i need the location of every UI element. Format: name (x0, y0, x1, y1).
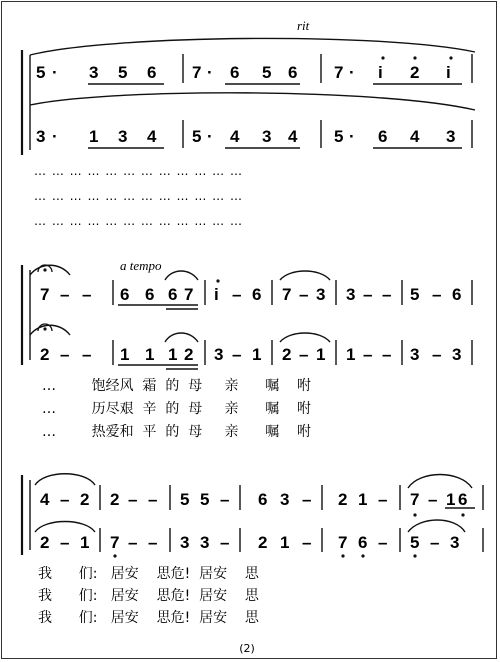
note: 3 (316, 285, 326, 304)
note: 6 (458, 490, 468, 509)
lyric-line: 我 们: 居安 思危! 居安 思 (38, 588, 259, 604)
note: 4 (230, 127, 240, 146)
note: 3 (450, 533, 460, 552)
lyric-line: … … … … … … … … … … … … (34, 189, 243, 203)
dash: – (148, 490, 158, 509)
system-2-lower (40, 345, 461, 364)
lyric-line: 我 们: 居安 思危! 居安 思 (38, 566, 259, 582)
note: 5 (410, 533, 420, 552)
dot: · (349, 127, 355, 146)
note: 5 (262, 63, 272, 82)
lyric-line: … 饱经风 霜 的 母 亲 嘱 咐 (42, 378, 312, 394)
note: i (214, 285, 219, 304)
note: 3 (180, 533, 190, 552)
dash: – (128, 490, 138, 509)
dash: – (60, 285, 70, 304)
note: 3 (410, 345, 420, 364)
dash: – (60, 345, 70, 364)
dash: – (232, 285, 242, 304)
dash: – (428, 490, 438, 509)
note: 1 (252, 345, 262, 364)
note: 3 (346, 285, 356, 304)
note: 5 (410, 285, 420, 304)
dot: · (349, 63, 355, 82)
note: 2 (184, 345, 194, 364)
dash: – (128, 533, 138, 552)
page-number: (2) (239, 642, 255, 655)
system-2-upper (40, 285, 461, 304)
dash: – (220, 533, 230, 552)
note: 3 (452, 345, 462, 364)
dash: – (378, 490, 388, 509)
dash: – (82, 285, 92, 304)
note: 6 (168, 285, 178, 304)
note: 7 (334, 63, 344, 82)
dash: – (302, 533, 312, 552)
dash: – (220, 490, 230, 509)
note: 2 (410, 63, 420, 82)
dash: – (430, 533, 440, 552)
dash: – (432, 285, 442, 304)
note: 6 (258, 490, 268, 509)
note: 1 (316, 345, 326, 364)
note: 3 (262, 127, 272, 146)
system-3-lower (40, 533, 459, 552)
note: 3 (214, 345, 224, 364)
note: 1 (168, 345, 178, 364)
dash: – (363, 345, 373, 364)
dash: – (432, 345, 442, 364)
note: 1 (446, 490, 456, 509)
lyric-line: … 历尽艰 辛 的 母 亲 嘱 咐 (42, 401, 312, 417)
note: 1 (280, 533, 290, 552)
lyric-line: … 热爱和 平 的 母 亲 嘱 咐 (42, 424, 312, 440)
note: 6 (358, 533, 368, 552)
dash: – (382, 345, 392, 364)
note: 5 (180, 490, 190, 509)
note: 2 (282, 345, 292, 364)
dot: · (207, 127, 213, 146)
note: 1 (89, 127, 99, 146)
dash: – (148, 533, 158, 552)
note: 2 (40, 533, 50, 552)
note: 2 (80, 490, 90, 509)
dash: – (60, 533, 70, 552)
lyric-line: … … … … … … … … … … … … (34, 164, 243, 178)
note: 6 (147, 63, 157, 82)
note: 3 (446, 127, 456, 146)
note: i (446, 63, 451, 82)
note: 7 (40, 285, 50, 304)
note: 6 (120, 285, 130, 304)
note: 1 (145, 345, 155, 364)
note: 4 (40, 490, 50, 509)
dot: · (52, 127, 58, 146)
note: 4 (410, 127, 420, 146)
system-1-lower (36, 127, 455, 146)
note: 3 (89, 63, 99, 82)
note: 1 (346, 345, 356, 364)
dash: – (363, 285, 373, 304)
note: 7 (338, 533, 348, 552)
note: 5 (118, 63, 128, 82)
note: 6 (452, 285, 462, 304)
note: 7 (192, 63, 202, 82)
note: 6 (378, 127, 388, 146)
a-tempo-marking: a tempo (120, 258, 162, 273)
dash: – (382, 285, 392, 304)
note: 4 (288, 127, 298, 146)
note: 3 (200, 533, 210, 552)
note: 5 (192, 127, 202, 146)
dash: – (299, 345, 309, 364)
dash: – (82, 345, 92, 364)
system-3-upper (40, 490, 467, 509)
dash: – (378, 533, 388, 552)
note: 7 (110, 533, 120, 552)
note: 5 (334, 127, 344, 146)
dot: · (52, 63, 58, 82)
note: 7 (410, 490, 420, 509)
lyric-line: 我 们: 居安 思危! 居安 思 (38, 610, 259, 626)
system-1-upper (36, 63, 451, 82)
note: 6 (288, 63, 298, 82)
note: 7 (184, 285, 194, 304)
dash: – (60, 490, 70, 509)
dash: – (299, 285, 309, 304)
note: 6 (230, 63, 240, 82)
note: 3 (118, 127, 128, 146)
note: 3 (36, 127, 46, 146)
note: 2 (110, 490, 120, 509)
note: 2 (338, 490, 348, 509)
note: 2 (258, 533, 268, 552)
note: 5 (36, 63, 46, 82)
note: 6 (145, 285, 155, 304)
dot: · (207, 63, 213, 82)
note: 1 (358, 490, 368, 509)
note: 5 (200, 490, 210, 509)
note: 1 (120, 345, 130, 364)
note: 6 (252, 285, 262, 304)
lyric-line: … … … … … … … … … … … … (34, 214, 243, 228)
note: 2 (40, 345, 50, 364)
dash: – (232, 345, 242, 364)
rit-marking: rit (297, 18, 310, 33)
note: 4 (147, 127, 157, 146)
note: 7 (282, 285, 292, 304)
note: 1 (80, 533, 90, 552)
dash: – (302, 490, 312, 509)
note: i (378, 63, 383, 82)
note: 3 (280, 490, 290, 509)
